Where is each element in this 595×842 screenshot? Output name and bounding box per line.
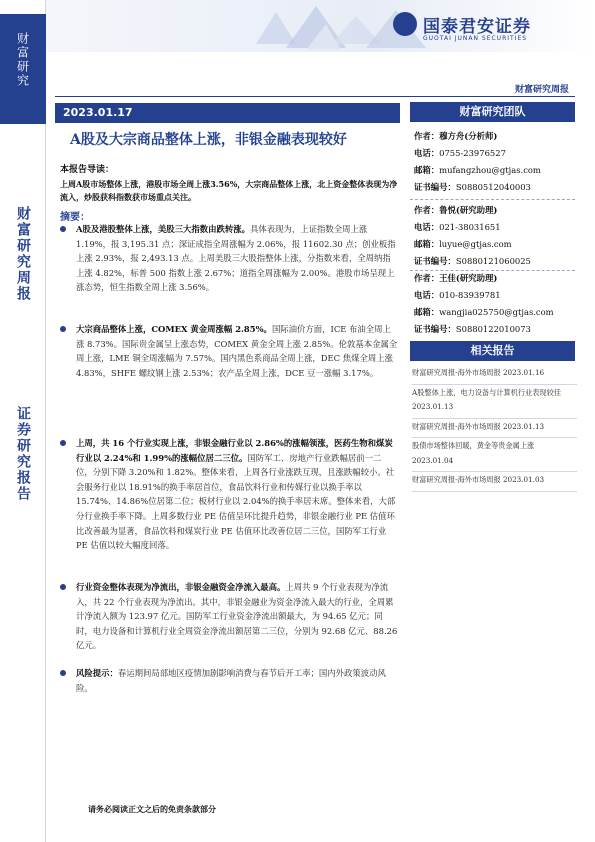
bullet-body: 上周共 9 个行业表现为净流入，共 22 个行业表现为净流出。其中，非银金融业为资金净流入最大的行业，全周累计净流入额为 123.97 亿元。国防军工行业资金净流出额最大，为 94.65 亿元；同时，电力设备和计算机行业全周资金净流出额居第二三位，分别为 92.68 亿元、88.26 亿元。 [76, 582, 398, 651]
related-report-link[interactable]: 财富研究周报-海外市场周报 2023.01.03 [412, 472, 577, 492]
bullet-dot-icon [60, 326, 66, 332]
sidebar-report-series [0, 198, 46, 328]
author-cert: S0880122010073 [455, 324, 531, 334]
report-date: 2023.01.17 [63, 106, 133, 119]
related-report-link[interactable]: 财富研究周报-海外市场周报 2023.01.16 [412, 365, 577, 385]
author-phone: 0755-23976527 [439, 148, 506, 158]
header-divider [55, 96, 575, 97]
phone-label: 电话： [414, 148, 440, 158]
related-report-link[interactable]: 财富研究周报-海外市场周报 2023.01.13 [412, 419, 577, 439]
sidebar-mid-label: 财富研究周报 [15, 206, 31, 302]
email-label: 邮箱： [414, 307, 440, 317]
author-phone: 021-38031651 [439, 222, 501, 232]
related-report-link[interactable]: A股整体上涨，电力设备与计算机行业表现较佳 2023.01.13 [412, 385, 577, 419]
author-card [414, 270, 579, 338]
email-label: 邮箱： [414, 165, 440, 175]
author-name: 王佳(研究助理) [439, 273, 498, 283]
author-name: 穆方舟(分析师) [439, 131, 498, 141]
phone-label: 电话： [414, 290, 440, 300]
author-divider [410, 199, 575, 200]
sidebar-bottom-label: 证券研究报告 [15, 406, 31, 502]
author-name: 鲁悦(研究助理) [439, 205, 498, 215]
guide-text: 上周A股市场整体上涨，港股市场全周上涨3.56%，大宗商品整体上涨，北上资金整体表现为净流入，炒股获科指数获市场重点关注。 [60, 179, 398, 202]
related-reports-header: 相关报告 [410, 341, 575, 361]
author-cert: S0880512040003 [455, 182, 531, 192]
author-label: 作者： [414, 273, 440, 283]
author-card [414, 128, 579, 196]
bullet-body: 具体表现为，上证指数全周上涨 1.19%，报 3,195.31 点；深证成指全周涨幅为 2.06%，报 11602.30 点；创业板指上涨 2.93%，报 2,493.13 点。上周美股三大股指整体上涨，分指数来看，全周纳指上涨 4.82%，标普 500 指数上涨 2.67%；道指全周涨幅为 2.00%。港股市场呈现上涨态势，恒生指数全周上涨 3.56%。 [76, 224, 396, 293]
logo-mark-icon [393, 12, 417, 36]
summary-label: 摘要： [60, 212, 90, 223]
team-section-header: 财富研究团队 [410, 102, 575, 122]
bullet-dot-icon [60, 226, 66, 232]
cert-label: 证书编号： [414, 256, 456, 266]
related-report-link[interactable]: 股债市场整体回暖，黄金等贵金属上涨 2023.01.04 [412, 438, 577, 472]
author-email[interactable]: wangjia025750@gtjas.com [439, 307, 554, 317]
summary-bullet [58, 580, 398, 653]
author-label: 作者： [414, 131, 440, 141]
bullet-body: 国际油价方面，ICE 布油全周上涨 8.73%。国际贵金属呈上涨态势，COMEX 黄金全周上涨 2.85%。伦敦基本金属全周上涨，LME 铜全周涨幅为 7.57%。国内黑色系商品全周上涨，DEC 焦煤全周上涨 4.83%，SHFE 螺纹钢上涨 2.53%；农产品全周上涨，DCE 豆一涨幅 3.17%。 [76, 324, 398, 378]
bullet-dot-icon [60, 670, 66, 676]
logo-chinese-name: 国泰君安证券 [423, 17, 531, 37]
author-email[interactable]: luyue@gtjas.com [439, 239, 512, 249]
phone-label: 电话： [414, 222, 440, 232]
guide-label: 本报告导读： [60, 165, 115, 175]
bullet-head: 上周，共 16 个行业实现上涨，非银金融行业以 2.86%的涨幅领涨，医药生物和煤炭行业以 2.24%和 1.99%的涨幅位居二三位。 [76, 438, 393, 463]
sidebar-report-type [0, 400, 46, 540]
email-label: 邮箱： [414, 239, 440, 249]
bullet-head: 行业资金整体表现为净流出，非银金融资金净流入最高。 [76, 582, 286, 592]
summary-bullet [58, 666, 398, 695]
author-email[interactable]: mufangzhou@gtjas.com [439, 165, 541, 175]
author-cert: S0880121060025 [455, 256, 531, 266]
bullet-dot-icon [60, 584, 66, 590]
bullet-head: A股及港股整体上涨，美股三大指数由跌转涨。 [76, 224, 250, 234]
bullet-head: 风险提示： [76, 668, 118, 678]
sidebar-top-label: 财富研究 [15, 32, 30, 88]
summary-bullet [58, 222, 398, 295]
report-title: A股及大宗商品整体上涨，非银金融表现较好 [70, 132, 347, 148]
author-label: 作者： [414, 205, 440, 215]
bullet-head: 大宗商品整体上涨，COMEX 黄金周涨幅 2.85%。 [76, 324, 272, 334]
left-sidebar [0, 0, 46, 842]
cert-label: 证书编号： [414, 324, 456, 334]
bullet-body: 国防军工、房地产行业跌幅居前一二位，分别下降 3.20%和 1.82%。整体来看，上周各行业涨跌互现，且涨跌幅较小。社会服务行业以 18.91%的换手率居首位，食品饮料行业和传媒行业以换手率以 15.74%、14.86%位居第二位；板材行业以 2.04%的换手率居末席。整体来看，大部分行业换手率下降。上周多数行业 PE 估值呈环比提升趋势，非银金融行业 PE 估值环比改善最为显著，食品饮料和煤炭行业 PE 估值环比改善位居二三位，国防军工行业 PE 估值以较大幅度回落。 [76, 452, 396, 551]
related-reports-list [412, 365, 577, 492]
author-phone: 010-83939781 [439, 290, 501, 300]
summary-bullet [58, 322, 398, 380]
header-banner [46, 0, 595, 52]
bullet-body: 春运期间局部地区疫情加剧影响消费与春节后开工率；国内外政策波动风险。 [76, 668, 386, 693]
footer-disclaimer: 请务必阅读正文之后的免责条款部分 [88, 804, 216, 814]
report-type: 财富研究周报 [514, 85, 569, 95]
sidebar-top-tag [0, 14, 46, 124]
company-logo [393, 10, 573, 50]
cert-label: 证书编号： [414, 182, 456, 192]
author-card [414, 202, 579, 270]
date-bar [55, 103, 400, 123]
summary-bullet [58, 436, 398, 553]
logo-english-name: GUOTAI JUNAN SECURITIES [423, 35, 528, 42]
bullet-dot-icon [60, 440, 66, 446]
